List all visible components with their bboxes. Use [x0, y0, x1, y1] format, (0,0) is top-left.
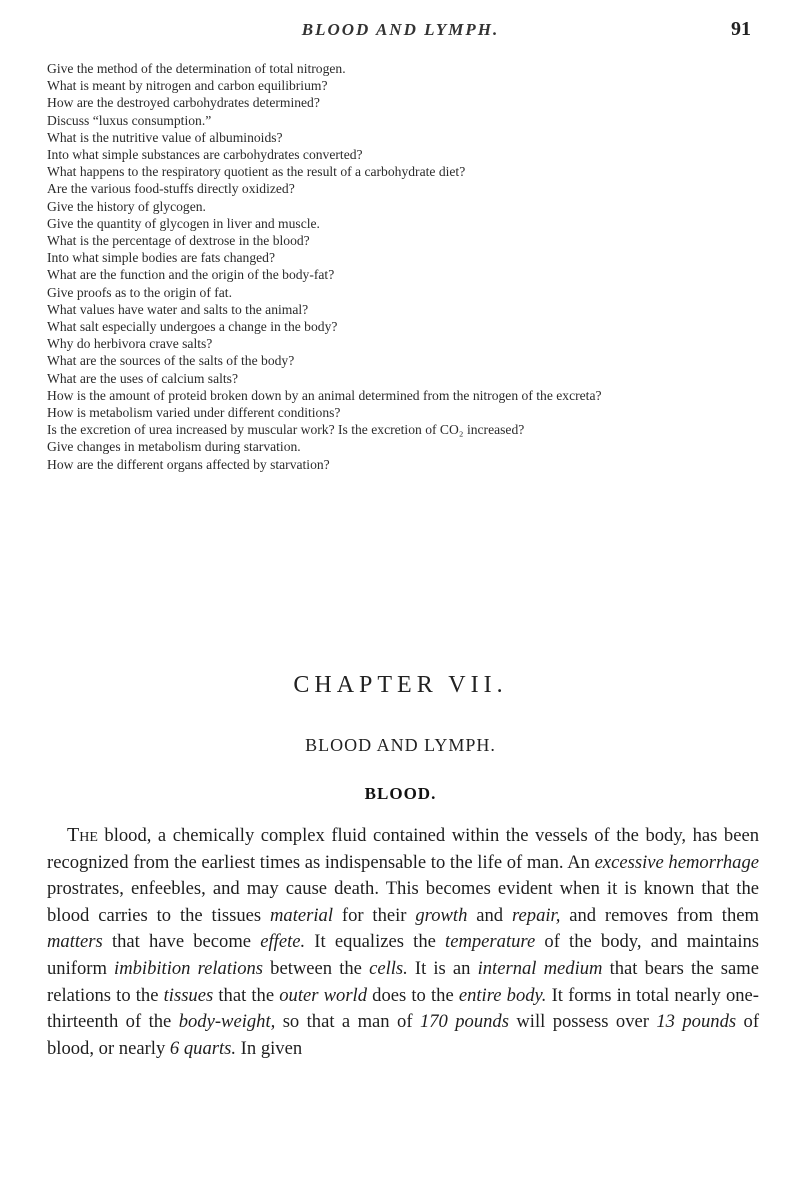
question-line: Are the various food-stuffs directly oxidized? — [47, 181, 295, 197]
question-line: Into what simple bodies are fats changed? — [47, 250, 275, 266]
question-line: What is the nutritive value of albuminoids? — [47, 129, 283, 145]
page-number: 91 — [731, 18, 751, 40]
paragraph-text: In given — [236, 1037, 303, 1059]
section-subtitle: BLOOD. — [364, 784, 437, 803]
chapter-title: BLOOD AND LYMPH. — [305, 735, 496, 755]
question-line: How is the amount of proteid broken down by an animal determined from the nitrogen of the excreta? — [47, 387, 602, 403]
question-line: Give the history of glycogen. — [47, 198, 206, 214]
paragraph-text: that the — [213, 984, 280, 1006]
paragraph-text: and removes from them — [560, 904, 759, 926]
question-line: What are the sources of the salts of the body? — [47, 353, 295, 369]
emphasis: internal medium — [477, 957, 603, 979]
paragraph-text: and — [467, 904, 512, 926]
emphasis: excessive hemorrhage — [594, 851, 759, 873]
question-line: What is meant by nitrogen and carbon equilibrium? — [47, 78, 328, 94]
paragraph-text: that bears the same relations to the — [47, 957, 759, 1006]
question-line: What salt especially undergoes a change in the body? — [47, 319, 338, 335]
question-line: Why do herbivora crave salts? — [47, 336, 213, 352]
paragraph-text: does to the — [367, 984, 459, 1006]
question-line: What is the percentage of dextrose in the blood? — [47, 233, 310, 249]
question-line: Into what simple substances are carbohydrates converted? — [47, 147, 363, 163]
paragraph-text: for their — [333, 904, 416, 926]
emphasis: 13 pounds — [656, 1011, 737, 1033]
paragraph-text: that have become — [102, 931, 261, 953]
question-line: What values have water and salts to the animal? — [47, 301, 309, 317]
paragraph-text: It forms in total nearly one-thirteenth of the — [47, 984, 760, 1033]
emphasis: 170 pounds — [419, 1011, 509, 1033]
paragraph-text: of the body, and maintains uniform — [47, 931, 760, 979]
question-line: What are the uses of calcium salts? — [47, 370, 238, 386]
paragraph-text: It equalizes the — [305, 931, 446, 953]
question-line: Is the excretion of urea increased by muscular work? Is the excretion of CO₂ increased? — [47, 422, 525, 438]
paragraph-text: blood, a chemically complex fluid contained within the vessels of the body, has been recognized from the earliest times as indispensable to the life of man. An — [47, 825, 759, 873]
question-line: Give changes in metabolism during starvation. — [47, 439, 301, 455]
emphasis: entire body. — [458, 984, 547, 1006]
question-line: What are the function and the origin of the body-fat? — [47, 267, 335, 283]
emphasis: body-weight, — [178, 1011, 276, 1033]
body-paragraph — [47, 822, 759, 1062]
running-head — [0, 20, 801, 50]
running-head-title: BLOOD AND LYMPH. — [301, 20, 500, 39]
paragraph-text: will possess over — [508, 1011, 657, 1033]
emphasis: repair, — [511, 904, 561, 926]
emphasis: material — [270, 904, 334, 926]
question-line: Give the method of the determination of total nitrogen. — [47, 61, 346, 76]
paragraph-text: so that a man of — [275, 1011, 420, 1033]
question-line: How are the destroyed carbohydrates determined? — [47, 95, 320, 111]
emphasis: outer world — [279, 984, 368, 1006]
paragraph-text: prostrates, enfeebles, and may cause death. This becomes evident when it is known that the blood carries to the tissues — [47, 878, 759, 926]
emphasis: effete. — [260, 931, 306, 953]
emphasis: cells. — [369, 957, 408, 979]
lead-word: The — [67, 824, 98, 846]
question-line: Give proofs as to the origin of fat. — [47, 284, 232, 300]
question-line: Discuss “luxus consumption.” — [47, 112, 212, 128]
emphasis: imbibition relations — [114, 957, 264, 979]
emphasis: matters — [47, 931, 103, 953]
emphasis: 6 quarts. — [169, 1037, 237, 1059]
emphasis: tissues — [163, 984, 214, 1006]
question-line: How are the different organs affected by starvation? — [47, 456, 330, 472]
review-questions — [47, 60, 759, 473]
emphasis: temperature — [445, 931, 536, 953]
emphasis: growth — [415, 904, 468, 926]
paragraph-text: of blood, or nearly — [47, 1011, 760, 1059]
question-line: Give the quantity of glycogen in liver and muscle. — [47, 215, 320, 231]
chapter-heading: CHAPTER VII. — [293, 672, 508, 698]
paragraph-text: between the — [263, 957, 370, 979]
question-line: What happens to the respiratory quotient as the result of a carbohydrate diet? — [47, 164, 466, 180]
paragraph-text: It is an — [407, 957, 478, 979]
question-line: How is metabolism varied under different conditions? — [47, 405, 341, 421]
